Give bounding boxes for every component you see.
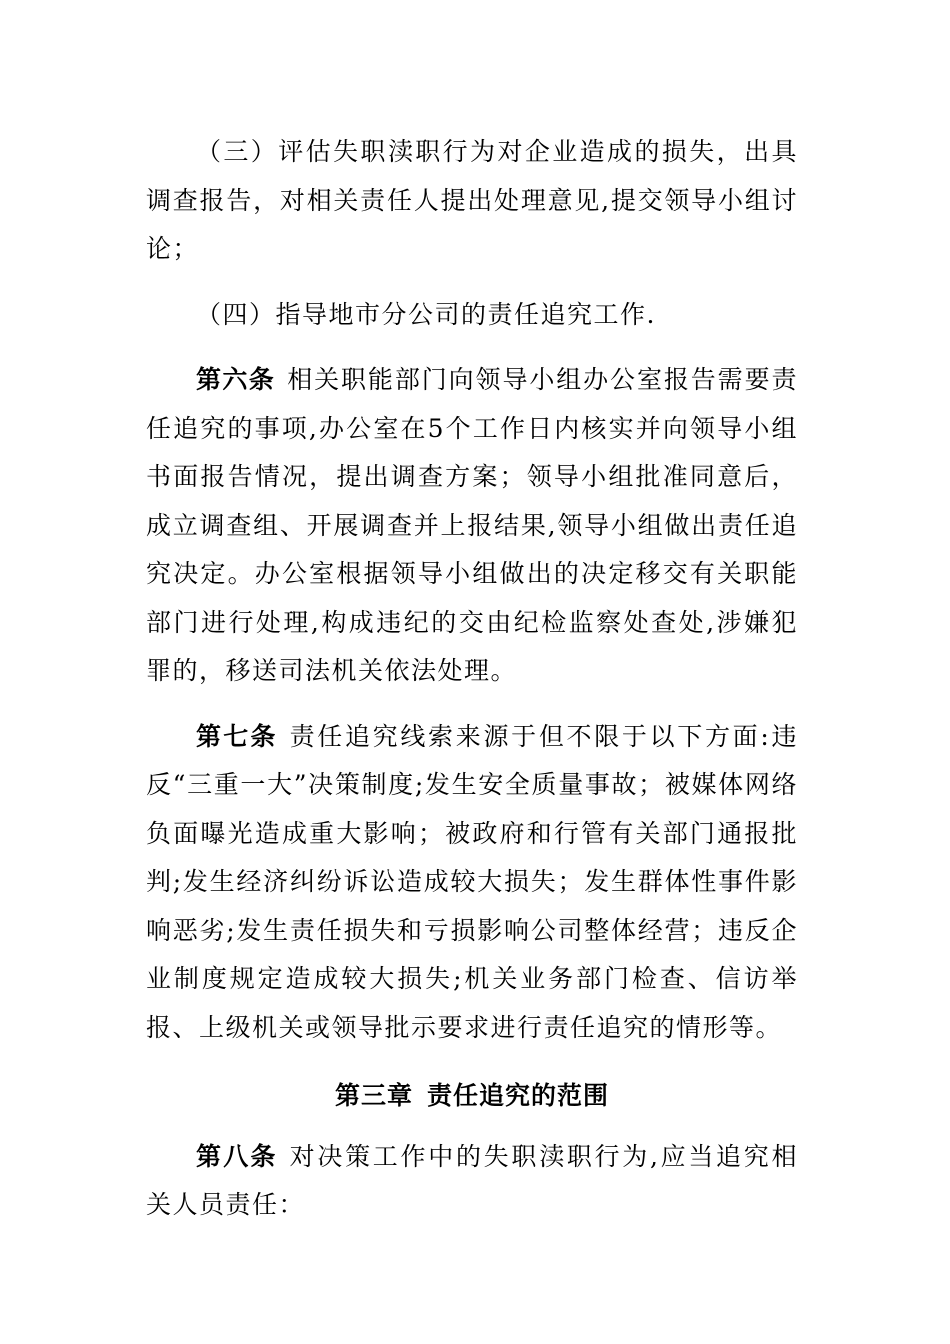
paragraph-item-3: （三）评估失职渎职行为对企业造成的损失，出具调查报告，对相关责任人提出处理意见,提交领导小组讨论； — [146, 137, 798, 263]
article-7-text: 责任追究线索来源于但不限于以下方面:违反“三重一大”决策制度;发生安全质量事故；被媒体网络负面曝光造成重大影响；被政府和行管有关部门通报批判;发生经济纠纷诉讼造成较大损失；发生群体性事件影响恶劣;发生责任损失和亏损影响公司整体经营；违反企业制度规定造成较大损失;机关业务部门检查、信访举报、上级机关或领导批示要求进行责任追究的情形等。 — [146, 721, 798, 1042]
article-7 — [146, 713, 798, 1053]
paragraph-item-4: （四）指导地市分公司的责任追究工作. — [196, 299, 656, 329]
chapter-title: 责任追究的范围 — [427, 1081, 610, 1110]
document-body — [146, 128, 798, 1230]
article-8-text: 对决策工作中的失职渎职行为,应当追究相关人员责任： — [146, 1141, 798, 1219]
chapter-heading — [146, 1072, 798, 1121]
article-6-text: 相关职能部门向领导小组办公室报告需要责任追究的事项,办公室在5个工作日内核实并向领导小组书面报告情况，提出调查方案；领导小组批准同意后，成立调查组、开展调查并上报结果,领导小组做出责任追究决定。办公室根据领导小组做出的决定移交有关职能部门进行处理,构成违纪的交由纪检监察处查处,涉嫌犯罪的，移送司法机关依法处理。 — [146, 365, 798, 685]
article-8-label: 第八条 — [196, 1141, 278, 1171]
article-7-label: 第七条 — [196, 721, 278, 751]
chapter-number: 第三章 — [334, 1081, 413, 1110]
article-6-label: 第六条 — [196, 365, 276, 394]
article-6 — [146, 356, 798, 696]
article-8 — [146, 1133, 798, 1230]
